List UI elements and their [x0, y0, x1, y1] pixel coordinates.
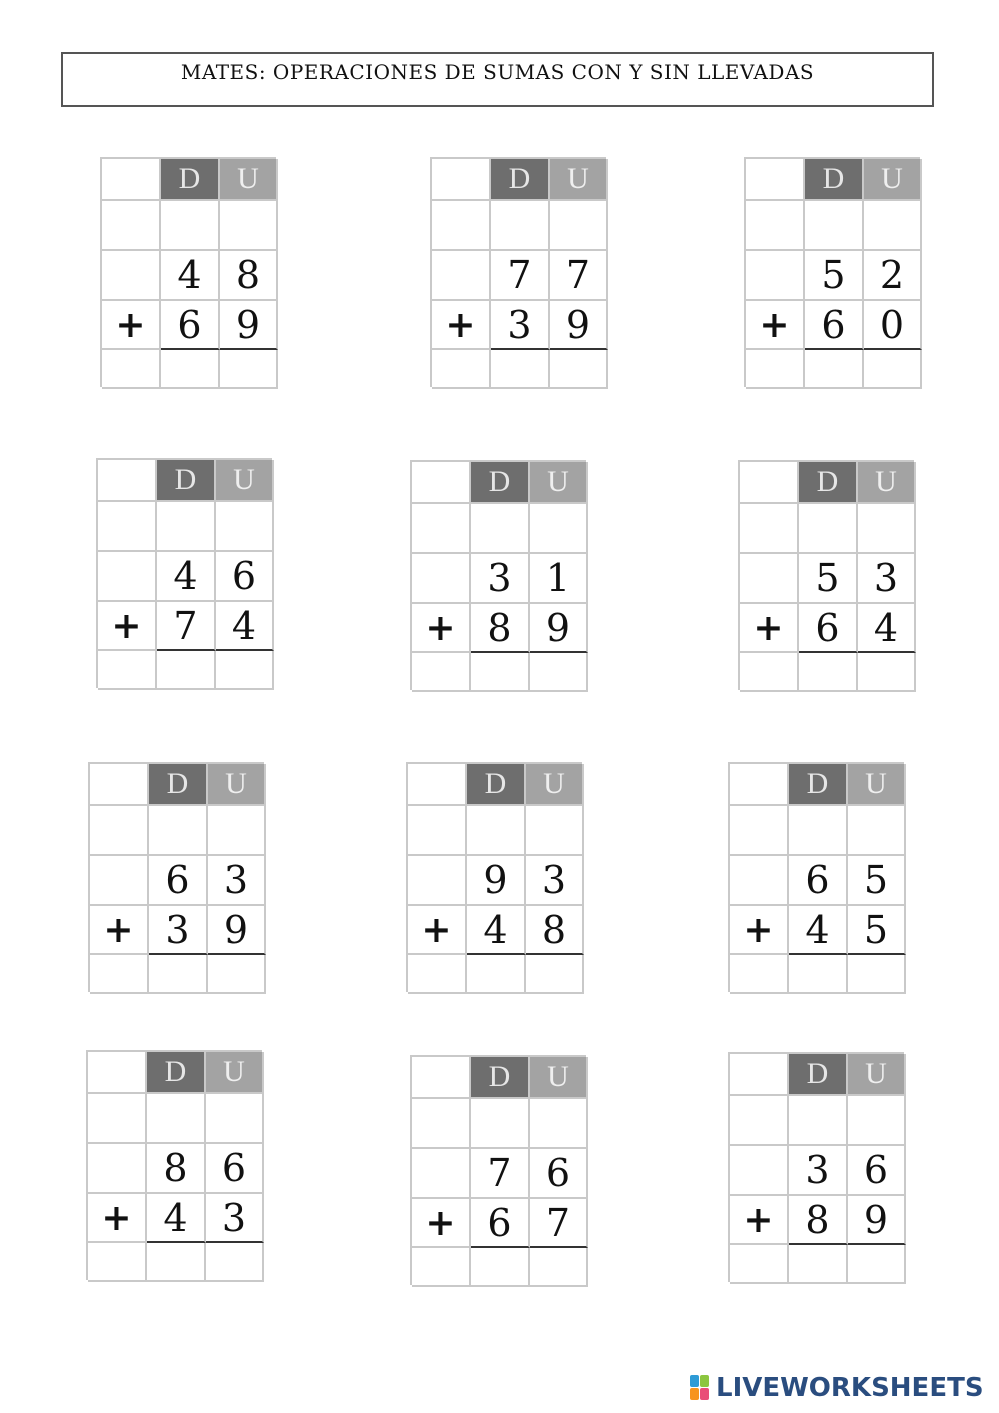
- top-decenas-digit: 9: [467, 856, 526, 906]
- operator-blank-cell: [90, 856, 149, 906]
- header-blank-cell: [740, 462, 799, 504]
- top-decenas-digit: 5: [799, 554, 858, 604]
- plus-sign: +: [412, 1199, 471, 1248]
- decenas-header: D: [157, 460, 216, 502]
- bottom-unidades-digit: 9: [530, 604, 588, 653]
- carry-blank-cell: [412, 504, 471, 554]
- header-blank-cell: [730, 764, 789, 806]
- result-decenas-cell[interactable]: [471, 653, 530, 692]
- bottom-decenas-digit: 3: [149, 906, 208, 955]
- unidades-header: U: [530, 1057, 588, 1099]
- result-blank-cell: [412, 1248, 471, 1287]
- addition-exercise: [728, 1052, 904, 1282]
- header-blank-cell: [730, 1054, 789, 1096]
- addition-exercise: [410, 1055, 586, 1285]
- carry-decenas-cell[interactable]: [147, 1094, 206, 1144]
- bottom-unidades-digit: 0: [864, 301, 922, 350]
- bottom-unidades-digit: 8: [526, 906, 584, 955]
- result-unidades-cell[interactable]: [848, 1245, 906, 1284]
- addition-exercise: [88, 762, 264, 992]
- bottom-unidades-digit: 7: [530, 1199, 588, 1248]
- operator-blank-cell: [98, 552, 157, 602]
- plus-sign: +: [740, 604, 799, 653]
- top-decenas-digit: 7: [491, 251, 550, 301]
- top-unidades-digit: 7: [550, 251, 608, 301]
- unidades-header: U: [526, 764, 584, 806]
- decenas-header: D: [471, 462, 530, 504]
- bottom-unidades-digit: 4: [858, 604, 916, 653]
- result-unidades-cell[interactable]: [864, 350, 922, 389]
- top-unidades-digit: 6: [216, 552, 274, 602]
- result-unidades-cell[interactable]: [848, 955, 906, 994]
- result-decenas-cell[interactable]: [491, 350, 550, 389]
- unidades-header: U: [848, 1054, 906, 1096]
- carry-blank-cell: [408, 806, 467, 856]
- operator-blank-cell: [408, 856, 467, 906]
- carry-unidades-cell[interactable]: [848, 806, 906, 856]
- operator-blank-cell: [88, 1144, 147, 1194]
- bottom-unidades-digit: 3: [206, 1194, 264, 1243]
- carry-blank-cell: [730, 806, 789, 856]
- top-decenas-digit: 6: [789, 856, 848, 906]
- carry-decenas-cell[interactable]: [789, 1096, 848, 1146]
- carry-blank-cell: [740, 504, 799, 554]
- plus-sign: +: [730, 906, 789, 955]
- top-unidades-digit: 1: [530, 554, 588, 604]
- result-blank-cell: [730, 955, 789, 994]
- header-blank-cell: [746, 159, 805, 201]
- operator-blank-cell: [432, 251, 491, 301]
- unidades-header: U: [530, 462, 588, 504]
- top-decenas-digit: 3: [471, 554, 530, 604]
- carry-unidades-cell[interactable]: [864, 201, 922, 251]
- result-unidades-cell[interactable]: [208, 955, 266, 994]
- bottom-unidades-digit: 5: [848, 906, 906, 955]
- unidades-header: U: [220, 159, 278, 201]
- carry-blank-cell: [730, 1096, 789, 1146]
- result-blank-cell: [88, 1243, 147, 1282]
- decenas-header: D: [467, 764, 526, 806]
- operator-blank-cell: [412, 554, 471, 604]
- carry-unidades-cell[interactable]: [526, 806, 584, 856]
- plus-sign: +: [88, 1194, 147, 1243]
- header-blank-cell: [412, 462, 471, 504]
- header-blank-cell: [412, 1057, 471, 1099]
- unidades-header: U: [206, 1052, 264, 1094]
- plus-sign: +: [102, 301, 161, 350]
- addition-exercise: [96, 458, 272, 688]
- top-decenas-digit: 8: [147, 1144, 206, 1194]
- addition-exercise: [728, 762, 904, 992]
- result-decenas-cell[interactable]: [147, 1243, 206, 1282]
- top-unidades-digit: 6: [530, 1149, 588, 1199]
- bottom-decenas-digit: 4: [467, 906, 526, 955]
- result-unidades-cell[interactable]: [530, 653, 588, 692]
- result-blank-cell: [102, 350, 161, 389]
- carry-blank-cell: [98, 502, 157, 552]
- result-blank-cell: [432, 350, 491, 389]
- carry-decenas-cell[interactable]: [467, 806, 526, 856]
- operator-blank-cell: [730, 856, 789, 906]
- result-unidades-cell[interactable]: [206, 1243, 264, 1282]
- top-unidades-digit: 5: [848, 856, 906, 906]
- result-blank-cell: [408, 955, 467, 994]
- carry-decenas-cell[interactable]: [789, 806, 848, 856]
- result-decenas-cell[interactable]: [467, 955, 526, 994]
- plus-sign: +: [746, 301, 805, 350]
- bottom-unidades-digit: 9: [208, 906, 266, 955]
- plus-sign: +: [408, 906, 467, 955]
- result-decenas-cell[interactable]: [805, 350, 864, 389]
- carry-blank-cell: [412, 1099, 471, 1149]
- result-unidades-cell[interactable]: [550, 350, 608, 389]
- carry-unidades-cell[interactable]: [530, 504, 588, 554]
- carry-unidades-cell[interactable]: [206, 1094, 264, 1144]
- unidades-header: U: [848, 764, 906, 806]
- top-unidades-digit: 6: [848, 1146, 906, 1196]
- carry-blank-cell: [88, 1094, 147, 1144]
- plus-sign: +: [90, 906, 149, 955]
- operator-blank-cell: [412, 1149, 471, 1199]
- result-decenas-cell[interactable]: [789, 1245, 848, 1284]
- plus-sign: +: [412, 604, 471, 653]
- top-decenas-digit: 6: [149, 856, 208, 906]
- result-blank-cell: [730, 1245, 789, 1284]
- plus-sign: +: [730, 1196, 789, 1245]
- carry-blank-cell: [90, 806, 149, 856]
- top-unidades-digit: 3: [858, 554, 916, 604]
- result-decenas-cell[interactable]: [471, 1248, 530, 1287]
- header-blank-cell: [90, 764, 149, 806]
- top-unidades-digit: 3: [208, 856, 266, 906]
- carry-decenas-cell[interactable]: [471, 504, 530, 554]
- bottom-decenas-digit: 6: [805, 301, 864, 350]
- bottom-unidades-digit: 4: [216, 602, 274, 651]
- bottom-unidades-digit: 9: [220, 301, 278, 350]
- carry-unidades-cell[interactable]: [220, 201, 278, 251]
- unidades-header: U: [216, 460, 274, 502]
- top-decenas-digit: 3: [789, 1146, 848, 1196]
- result-decenas-cell[interactable]: [161, 350, 220, 389]
- result-unidades-cell[interactable]: [216, 651, 274, 690]
- carry-blank-cell: [432, 201, 491, 251]
- carry-decenas-cell[interactable]: [491, 201, 550, 251]
- bottom-decenas-digit: 4: [147, 1194, 206, 1243]
- top-unidades-digit: 6: [206, 1144, 264, 1194]
- carry-decenas-cell[interactable]: [471, 1099, 530, 1149]
- decenas-header: D: [149, 764, 208, 806]
- liveworksheets-logo-icon: [690, 1375, 710, 1401]
- decenas-header: D: [147, 1052, 206, 1094]
- liveworksheets-brand: LIVEWORKSHEETS: [716, 1373, 984, 1403]
- bottom-unidades-digit: 9: [550, 301, 608, 350]
- decenas-header: D: [805, 159, 864, 201]
- top-decenas-digit: 5: [805, 251, 864, 301]
- unidades-header: U: [858, 462, 916, 504]
- result-blank-cell: [740, 653, 799, 692]
- operator-blank-cell: [740, 554, 799, 604]
- operator-blank-cell: [746, 251, 805, 301]
- addition-exercise: [744, 157, 920, 387]
- decenas-header: D: [789, 1054, 848, 1096]
- liveworksheets-logo: [690, 1372, 990, 1404]
- unidades-header: U: [864, 159, 922, 201]
- carry-unidades-cell[interactable]: [848, 1096, 906, 1146]
- carry-decenas-cell[interactable]: [805, 201, 864, 251]
- bottom-decenas-digit: 3: [491, 301, 550, 350]
- result-blank-cell: [746, 350, 805, 389]
- top-decenas-digit: 7: [471, 1149, 530, 1199]
- decenas-header: D: [161, 159, 220, 201]
- top-decenas-digit: 4: [161, 251, 220, 301]
- addition-exercise: [738, 460, 914, 690]
- bottom-decenas-digit: 6: [471, 1199, 530, 1248]
- worksheet-title: MATES: OPERACIONES DE SUMAS CON Y SIN LLEVADAS: [61, 52, 934, 107]
- operator-blank-cell: [102, 251, 161, 301]
- carry-decenas-cell[interactable]: [161, 201, 220, 251]
- addition-exercise: [100, 157, 276, 387]
- carry-decenas-cell[interactable]: [157, 502, 216, 552]
- carry-decenas-cell[interactable]: [799, 504, 858, 554]
- header-blank-cell: [432, 159, 491, 201]
- bottom-decenas-digit: 6: [161, 301, 220, 350]
- addition-exercise: [406, 762, 582, 992]
- bottom-unidades-digit: 9: [848, 1196, 906, 1245]
- plus-sign: +: [98, 602, 157, 651]
- header-blank-cell: [98, 460, 157, 502]
- result-decenas-cell[interactable]: [149, 955, 208, 994]
- result-blank-cell: [98, 651, 157, 690]
- decenas-header: D: [471, 1057, 530, 1099]
- carry-unidades-cell[interactable]: [216, 502, 274, 552]
- top-unidades-digit: 3: [526, 856, 584, 906]
- operator-blank-cell: [730, 1146, 789, 1196]
- addition-exercise: [430, 157, 606, 387]
- decenas-header: D: [789, 764, 848, 806]
- carry-blank-cell: [102, 201, 161, 251]
- plus-sign: +: [432, 301, 491, 350]
- carry-unidades-cell[interactable]: [550, 201, 608, 251]
- result-decenas-cell[interactable]: [157, 651, 216, 690]
- carry-blank-cell: [746, 201, 805, 251]
- bottom-decenas-digit: 8: [471, 604, 530, 653]
- bottom-decenas-digit: 6: [799, 604, 858, 653]
- decenas-header: D: [491, 159, 550, 201]
- decenas-header: D: [799, 462, 858, 504]
- result-unidades-cell[interactable]: [858, 653, 916, 692]
- bottom-decenas-digit: 7: [157, 602, 216, 651]
- result-unidades-cell[interactable]: [530, 1248, 588, 1287]
- top-unidades-digit: 8: [220, 251, 278, 301]
- result-blank-cell: [90, 955, 149, 994]
- carry-unidades-cell[interactable]: [208, 806, 266, 856]
- top-unidades-digit: 2: [864, 251, 922, 301]
- carry-decenas-cell[interactable]: [149, 806, 208, 856]
- carry-unidades-cell[interactable]: [858, 504, 916, 554]
- result-unidades-cell[interactable]: [220, 350, 278, 389]
- carry-unidades-cell[interactable]: [530, 1099, 588, 1149]
- addition-exercise: [86, 1050, 262, 1280]
- result-unidades-cell[interactable]: [526, 955, 584, 994]
- header-blank-cell: [102, 159, 161, 201]
- bottom-decenas-digit: 8: [789, 1196, 848, 1245]
- result-decenas-cell[interactable]: [789, 955, 848, 994]
- result-blank-cell: [412, 653, 471, 692]
- header-blank-cell: [88, 1052, 147, 1094]
- addition-exercise: [410, 460, 586, 690]
- bottom-decenas-digit: 4: [789, 906, 848, 955]
- top-decenas-digit: 4: [157, 552, 216, 602]
- header-blank-cell: [408, 764, 467, 806]
- unidades-header: U: [208, 764, 266, 806]
- result-decenas-cell[interactable]: [799, 653, 858, 692]
- unidades-header: U: [550, 159, 608, 201]
